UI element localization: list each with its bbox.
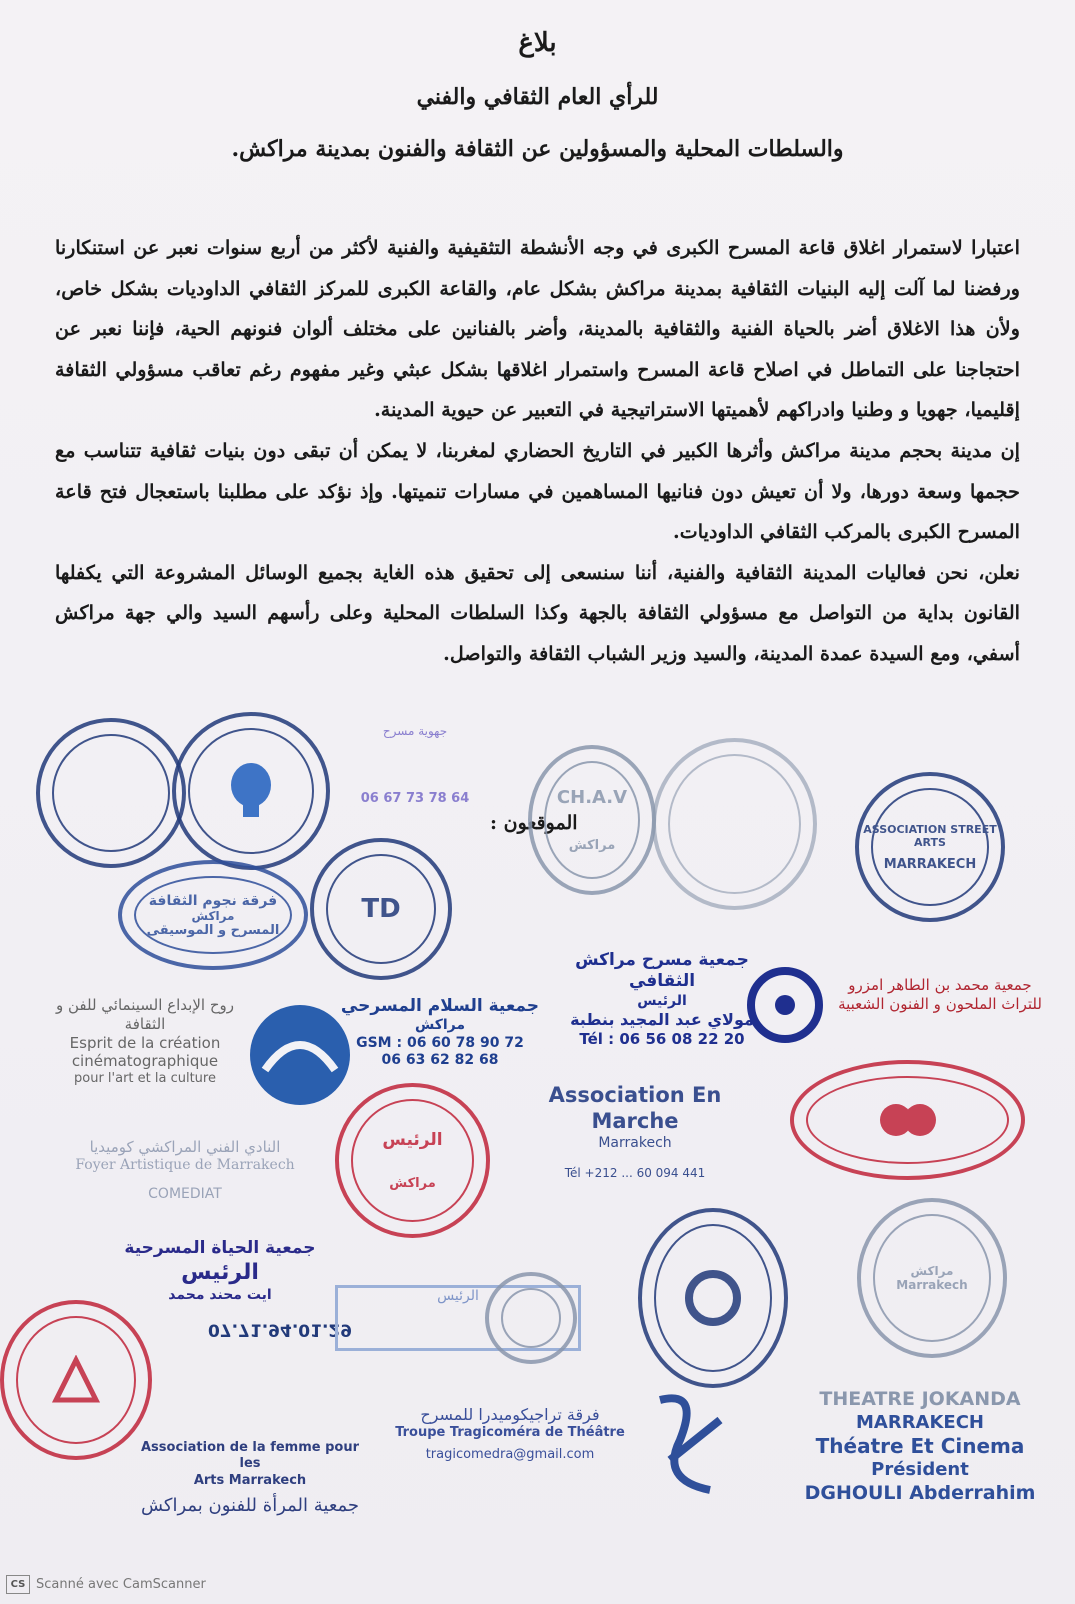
- triangle-icon: [46, 1355, 106, 1405]
- emblem-icon: [683, 1268, 743, 1328]
- salam-logo-icon: [245, 1000, 355, 1110]
- stamp-dahir: جمعية محمد بن الطاهر امزرو للتراث الملحون و الفنون الشعبية: [838, 976, 1042, 1013]
- circular-stamp-small: [485, 1272, 577, 1364]
- addressee-line-2: والسلطات المحلية والمسؤولين عن الثقافة والفنون بمدينة مراكش.: [231, 136, 844, 162]
- circular-stamp-folk-arts: [638, 1208, 788, 1388]
- stamp-jokanda: THEATRE JOKANDA MARRAKECH Théatre Et Cinema Président DGHOULI Abderrahim: [804, 1388, 1036, 1504]
- circular-stamp-feminine: [652, 738, 817, 910]
- stamp-femme: Association de la femme pour les Arts Marrakech جمعية المرأة للفنون بمراكش: [140, 1440, 360, 1516]
- circular-stamp-lamp: [172, 712, 330, 870]
- addressee-line-1: للرأي العام الثقافي والفني: [416, 84, 659, 110]
- circular-stamp-td: TD: [310, 838, 452, 980]
- paragraph-3: نعلن، نحن فعاليات المدينة الثقافية والفنية، أننا سنسعى إلى تحقيق هذه الغاية بجميع الوسائل المشروعة التي يكفلها القانون بداية من التواصل مع مسؤولي الثقافة بالجهة وكذا السلطات المحلية وعلى رأسهم السيد والي جهة مراكش أسفي، ومع السيدة عمدة المدينة، والسيد وزير الشباب الثقافة والتواصل.: [55, 560, 1020, 665]
- stamp-hayat: جمعية الحياة المسرحية الرئيس ايت محند محمد: [124, 1238, 316, 1303]
- paragraph-2: إن مدينة بحجم مدينة مراكش وأثرها الكبير في التاريخ الحضاري لمغربنا، لا يمكن أن تبقى دون بنيات ثقافية تتناسب مع حجمها وسعة دورها، ولا أن تعيش دون فنانيها المساهمين في مسارات تنميتها. وإذ نؤكد على مطلبنا باستعجال فتح قاعة المسرح الكبرى بالمركب الثقافي الداوديات.: [55, 438, 1020, 544]
- circular-stamp-chav: CH.A.V مراكش: [528, 745, 656, 895]
- oval-stamp-red: [790, 1060, 1025, 1180]
- camscanner-icon: CS: [6, 1575, 30, 1594]
- circular-stamp-president-red: الرئيس مراكش: [335, 1083, 490, 1238]
- stamp-salam: جمعية السلام المسرحي مراكش GSM : 06 60 78 90 72 06 63 62 82 68: [340, 996, 540, 1069]
- circular-stamp-street-arts: ASSOCIATION STREET ARTS MARRAKECH: [855, 772, 1005, 922]
- statement-body: [55, 228, 1020, 675]
- scanner-footer-text: Scanné avec CamScanner: [36, 1577, 206, 1592]
- paragraph-1: اعتبارا لاستمرار اغلاق قاعة المسرح الكبرى في وجه الأنشطة التثقيفية والفنية لأكثر من أربع سنوات نعبر عن استنكارنا ورفضنا لما آلت إليه البنيات الثقافية بمدينة مراكش بشكل عام، والقاعة الكبرى للمركز الثقافي الداوديات بشكل خاص، ولأن هذا الاغلاق أضر بالحياة الفنية والثقافية بالمدينة، وأضر بالفنانين على مختلف ألوان فنونهم الحية، فإننا نعبر عن احتجاجنا على التماطل في اصلاح قاعة المسرح واستمرار اغلاقها بشكل عبثي وغير مفهوم رغم تعاقب مسؤولي الثقافة إقليميا، جهويا و وطنيا وادراكهم لأهميتها الاستراتيجية في التعبير عن حيوية المدينة.: [55, 236, 1020, 422]
- circular-stamp-triangle: [0, 1300, 152, 1460]
- oval-stamp-najm: فرقة نجوم الثقافة مراكش المسرح و الموسيقى: [118, 860, 308, 970]
- stamp-theatre-marrakech: جمعية مسرح مراكش الثقافي الرئيس مولاي عبد المجيد بنطبة Tél : 06 56 08 22 20: [570, 950, 754, 1048]
- scanner-footer: [6, 1575, 206, 1594]
- signature-scribble-icon: [640, 1380, 740, 1500]
- signatories-label: الموقعون :: [490, 812, 578, 834]
- phone-stamp: جهوية مسرح 06 67 73 78 64: [360, 724, 470, 806]
- stamp-esprit: روح الإبداع السينمائي للفن و الثقافة Esprit de la création cinématographique pour l'art et la culture: [55, 996, 234, 1086]
- rect-stamp-president: الرئيس: [335, 1285, 581, 1351]
- circular-stamp-afousse: مراكش Marrakech: [857, 1198, 1007, 1358]
- stamp-en-marche: Association En Marche Marrakech Tél +212 ... 60 094 441: [548, 1083, 722, 1180]
- reversed-phone-stamp: 07.71.94.01.29: [207, 1319, 353, 1340]
- lamp-icon: [226, 761, 276, 821]
- masks-icon: [878, 1100, 938, 1140]
- circular-stamp-theatre: [36, 718, 186, 868]
- stamp-comediat: النادي الفني المراكشي كوميديا Foyer Artistique de Marrakech COMEDIAT: [75, 1138, 295, 1203]
- stamp-tragicomedra: فرقة تراجيكوميدرا للمسرح Troupe Tragicoméra de Théâtre tragicomedra@gmail.com: [395, 1405, 625, 1463]
- document-title: بلاغ: [518, 28, 557, 58]
